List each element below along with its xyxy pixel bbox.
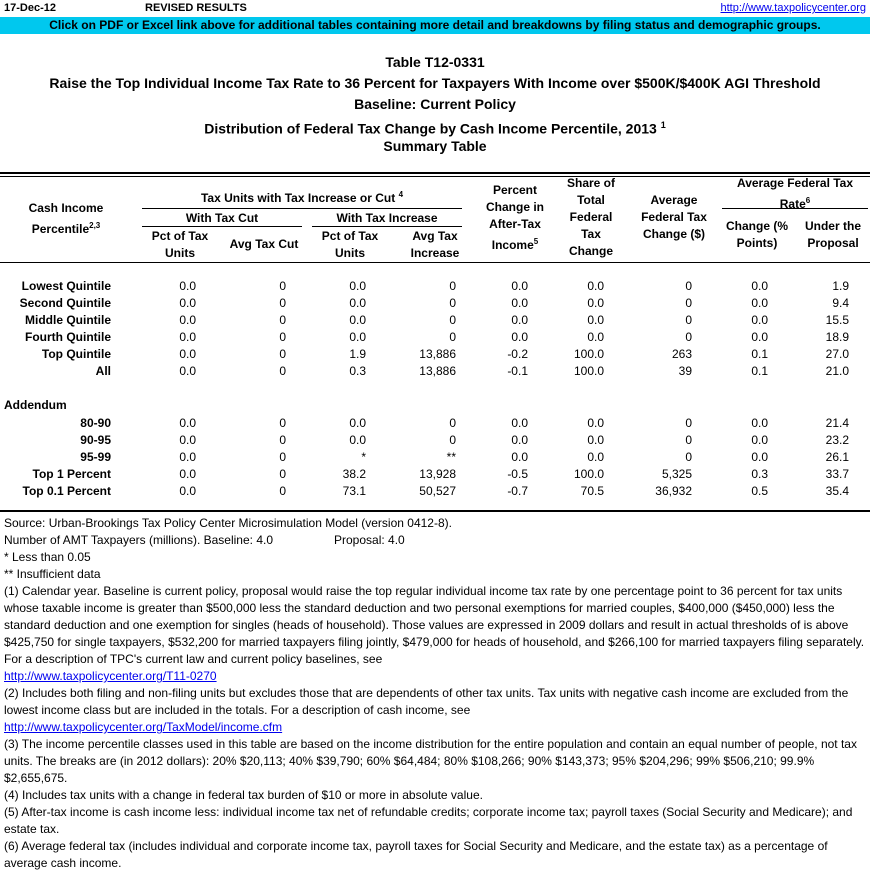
col-header-inc-avg: Avg Tax Increase <box>410 229 460 260</box>
notes-top-rule <box>0 510 870 512</box>
row-label: Second Quintile <box>19 296 111 310</box>
note-4: (4) Includes tax units with a change in federal tax burden of $10 or more in absolute value. <box>4 788 483 802</box>
note-insufficient: ** Insufficient data <box>4 567 101 581</box>
table-row <box>0 415 870 432</box>
report-status: REVISED RESULTS <box>145 2 247 14</box>
cell-rate-change: 0.0 <box>751 450 768 464</box>
note-3: (3) The income percentile classes used in this table are based on the income distribution for the entire population and contain an equal number of people, not tax units. The breaks are (in 2012 dollars): 20% $20,113; 40% $39,790; 60% $64,484; 80% $108,266; 90% $143,373; 95% $204,296; 99% $506,210; 99.9% $2,655,675. <box>4 737 857 785</box>
cell-avg-change: 0 <box>685 450 692 464</box>
cell-rate-under: 21.0 <box>825 364 849 378</box>
cell-cut-pct: 0.0 <box>179 467 196 481</box>
cell-rate-under: 23.2 <box>825 433 849 447</box>
cell-avg-change: 263 <box>671 347 692 361</box>
cell-pct-change: 0.0 <box>511 296 528 310</box>
table-row <box>0 312 870 329</box>
cell-cut-avg: 0 <box>279 433 286 447</box>
cell-inc-pct: 0.0 <box>349 330 366 344</box>
col-header-rate-under: Under the Proposal <box>804 219 861 250</box>
note-6: (6) Average federal tax (includes individual and corporate income tax, payroll taxes for Social Security and Medicare, and the estate tax) as a percentage of average cash income. <box>4 839 828 870</box>
cell-inc-avg: 13,886 <box>419 364 456 378</box>
table-row <box>0 483 870 500</box>
cell-inc-pct: 0.0 <box>349 416 366 430</box>
cell-inc-avg: 0 <box>449 416 456 430</box>
cell-inc-avg: 13,886 <box>419 347 456 361</box>
cell-rate-under: 9.4 <box>832 296 849 310</box>
col-header-tax-units: Tax Units with Tax Increase or Cut $^4$ <box>200 190 404 205</box>
col-header-cut-pct: Pct of Tax Units <box>151 229 209 260</box>
col-header-inc-pct: Pct of Tax Units <box>321 229 379 260</box>
cell-share: 0.0 <box>587 279 604 293</box>
table-baseline: Baseline: Current Policy <box>354 96 516 112</box>
cell-cut-avg: 0 <box>279 330 286 344</box>
row-label: Top 1 Percent <box>32 467 111 481</box>
table-row <box>0 466 870 483</box>
cell-rate-change: 0.0 <box>751 279 768 293</box>
cell-inc-pct: 0.0 <box>349 433 366 447</box>
cell-share: 70.5 <box>580 484 604 498</box>
header-top-rule <box>0 172 870 174</box>
cell-inc-avg: 13,928 <box>419 467 456 481</box>
row-label: All <box>95 364 111 378</box>
report-date: 17-Dec-12 <box>4 2 56 14</box>
cell-inc-avg: 0 <box>449 279 456 293</box>
col-header-rate-change: Change (% Points) <box>725 219 788 250</box>
row-label: Top 0.1 Percent <box>22 484 111 498</box>
cell-cut-pct: 0.0 <box>179 279 196 293</box>
cell-rate-under: 21.4 <box>825 416 849 430</box>
cell-rate-change: 0.0 <box>751 296 768 310</box>
cell-share: 0.0 <box>587 433 604 447</box>
cell-rate-change: 0.1 <box>751 347 768 361</box>
cell-cut-pct: 0.0 <box>179 364 196 378</box>
note-1: (1) Calendar year. Baseline is current policy, proposal would raise the top regular individual income tax rate by one percentage point to 36 percent for tax units whose taxable income is greater than $500,000 less the standard deduction and two personal exemptions for married couples, $400,000 ($450,000) less the standard deduction and one exemption for singles (heads of household). Those values are expressed in 2009 dollars and result in actual thresholds of is above $425,750 for single taxpayers, $532,200 for married taxpayers filing jointly, $479,000 for heads of household, and $266,100 for married taxpayers filing separately. For a description of TPC's current law and current policy baselines, see <box>4 584 865 666</box>
table-row <box>0 363 870 380</box>
col-header-cut-avg: Avg Tax Cut <box>229 237 299 251</box>
cell-inc-avg: 0 <box>449 330 456 344</box>
cell-rate-change: 0.1 <box>751 364 768 378</box>
cell-inc-pct: 1.9 <box>349 347 366 361</box>
cell-rate-change: 0.0 <box>751 416 768 430</box>
cell-rate-change: 0.0 <box>751 330 768 344</box>
cell-cut-avg: 0 <box>279 416 286 430</box>
cell-pct-change: 0.0 <box>511 313 528 327</box>
note-source: Source: Urban-Brookings Tax Policy Center Microsimulation Model (version 0412-8). <box>4 516 452 530</box>
note-1-link[interactable]: http://www.taxpolicycenter.org/T11-0270 <box>4 669 217 683</box>
table-titles <box>0 52 870 157</box>
cell-pct-change: -0.7 <box>507 484 528 498</box>
col-header-avg-rate: Average Federal Tax Rate$^6$ <box>736 176 854 211</box>
cell-rate-under: 1.9 <box>832 279 849 293</box>
table-summary-title: Summary Table <box>383 138 487 154</box>
cell-cut-pct: 0.0 <box>179 330 196 344</box>
cell-inc-pct: 38.2 <box>342 467 366 481</box>
cell-cut-pct: 0.0 <box>179 433 196 447</box>
cell-rate-change: 0.0 <box>751 433 768 447</box>
cell-cut-pct: 0.0 <box>179 347 196 361</box>
cell-rate-change: 0.5 <box>751 484 768 498</box>
row-label: Top Quintile <box>41 347 111 361</box>
cell-rate-under: 35.4 <box>825 484 849 498</box>
cell-share: 0.0 <box>587 296 604 310</box>
row-label: Lowest Quintile <box>21 279 111 293</box>
table-row <box>0 329 870 346</box>
cell-cut-avg: 0 <box>279 296 286 310</box>
row-label: 95-99 <box>80 450 111 464</box>
cell-pct-change: 0.0 <box>511 416 528 430</box>
table-row <box>0 295 870 312</box>
row-label: Fourth Quintile <box>25 330 111 344</box>
tpc-website-link[interactable]: http://www.taxpolicycenter.org <box>720 2 866 14</box>
cell-inc-avg: 0 <box>449 313 456 327</box>
cell-avg-change: 0 <box>685 296 692 310</box>
note-amt: Number of AMT Taxpayers (millions). Baseline: 4.0 Proposal: 4.0 <box>4 533 405 547</box>
row-label: 80-90 <box>80 416 111 430</box>
cell-pct-change: 0.0 <box>511 450 528 464</box>
table-id: Table T12-0331 <box>385 54 485 70</box>
cell-inc-pct: 0.3 <box>349 364 366 378</box>
cell-cut-avg: 0 <box>279 484 286 498</box>
cell-inc-pct: 0.0 <box>349 313 366 327</box>
cell-avg-change: 0 <box>685 416 692 430</box>
cell-avg-change: 0 <box>685 330 692 344</box>
cell-avg-change: 0 <box>685 313 692 327</box>
cell-avg-change: 36,932 <box>655 484 692 498</box>
cell-avg-change: 0 <box>685 433 692 447</box>
footnotes <box>4 515 866 872</box>
cell-inc-avg: 50,527 <box>419 484 456 498</box>
note-less-than: * Less than 0.05 <box>4 550 91 564</box>
rule-tax-units <box>142 208 462 209</box>
table-row <box>0 278 870 295</box>
cell-pct-change: -0.1 <box>507 364 528 378</box>
cell-cut-pct: 0.0 <box>179 484 196 498</box>
note-2-link[interactable]: http://www.taxpolicycenter.org/TaxModel/income.cfm <box>4 720 283 734</box>
cell-inc-pct: 0.0 <box>349 296 366 310</box>
cell-share: 0.0 <box>587 416 604 430</box>
cell-cut-avg: 0 <box>279 450 286 464</box>
top-bar <box>0 0 870 17</box>
table-row <box>0 449 870 466</box>
addendum-label: Addendum <box>4 398 67 412</box>
col-header-pct-change: Percent Change in After-Tax Income$^5$ <box>485 183 544 252</box>
cell-rate-under: 27.0 <box>825 347 849 361</box>
cell-inc-avg: 0 <box>449 296 456 310</box>
cell-rate-change: 0.3 <box>751 467 768 481</box>
cell-pct-change: -0.2 <box>507 347 528 361</box>
col-header-with-tax-increase: With Tax Increase <box>336 211 438 225</box>
cell-share: 100.0 <box>573 364 604 378</box>
cell-cut-avg: 0 <box>279 467 286 481</box>
cell-cut-avg: 0 <box>279 364 286 378</box>
note-2: (2) Includes both filing and non-filing units but excludes those that are dependents of other tax units. Tax units with negative cash income are excluded from the lowest income class but are included in the totals. For a description of cash income, see <box>4 686 849 717</box>
cell-rate-under: 18.9 <box>825 330 849 344</box>
cell-inc-avg: 0 <box>449 433 456 447</box>
cell-avg-change: 39 <box>678 364 692 378</box>
cell-inc-pct: 73.1 <box>342 484 366 498</box>
col-header-share: Share of Total Federal Tax Change <box>566 176 615 258</box>
table-row <box>0 432 870 449</box>
col-header-percentile: Cash Income Percentile$^{2,3}$ <box>28 201 104 236</box>
cell-avg-change: 0 <box>685 279 692 293</box>
info-banner: Click on PDF or Excel link above for additional tables containing more detail and breakdowns by filing status and demographic groups. <box>0 17 870 34</box>
cell-share: 100.0 <box>573 347 604 361</box>
cell-cut-avg: 0 <box>279 313 286 327</box>
cell-rate-under: 15.5 <box>825 313 849 327</box>
cell-avg-change: 5,325 <box>661 467 692 481</box>
row-label: Middle Quintile <box>25 313 111 327</box>
cell-cut-pct: 0.0 <box>179 416 196 430</box>
cell-pct-change: -0.5 <box>507 467 528 481</box>
cell-rate-change: 0.0 <box>751 313 768 327</box>
cell-share: 0.0 <box>587 313 604 327</box>
cell-pct-change: 0.0 <box>511 433 528 447</box>
col-header-avg-change: Average Federal Tax Change ($) <box>641 193 707 241</box>
cell-inc-pct: * <box>361 450 366 464</box>
cell-pct-change: 0.0 <box>511 330 528 344</box>
cell-share: 0.0 <box>587 450 604 464</box>
col-header-with-tax-cut: With Tax Cut <box>185 211 259 225</box>
cell-cut-pct: 0.0 <box>179 296 196 310</box>
header-bottom-rule <box>0 262 870 263</box>
note-5: (5) After-tax income is cash income less: individual income tax net of refundable credits; corporate income tax; payroll taxes (Social Security and Medicare); and estate tax. <box>4 805 853 836</box>
table-row <box>0 346 870 363</box>
table-title: Raise the Top Individual Income Tax Rate to 36 Percent for Taxpayers With Income over $500K/$400K AGI Threshold <box>49 75 821 91</box>
cell-rate-under: 33.7 <box>825 467 849 481</box>
cell-cut-avg: 0 <box>279 279 286 293</box>
cell-cut-avg: 0 <box>279 347 286 361</box>
cell-share: 100.0 <box>573 467 604 481</box>
cell-inc-avg: ** <box>446 450 456 464</box>
cell-pct-change: 0.0 <box>511 279 528 293</box>
table-distribution-title: Distribution of Federal Tax Change by Cash Income Percentile, 2013 $^1$ <box>204 120 666 137</box>
cell-cut-pct: 0.0 <box>179 450 196 464</box>
cell-rate-under: 26.1 <box>825 450 849 464</box>
cell-share: 0.0 <box>587 330 604 344</box>
cell-inc-pct: 0.0 <box>349 279 366 293</box>
cell-cut-pct: 0.0 <box>179 313 196 327</box>
row-label: 90-95 <box>80 433 111 447</box>
